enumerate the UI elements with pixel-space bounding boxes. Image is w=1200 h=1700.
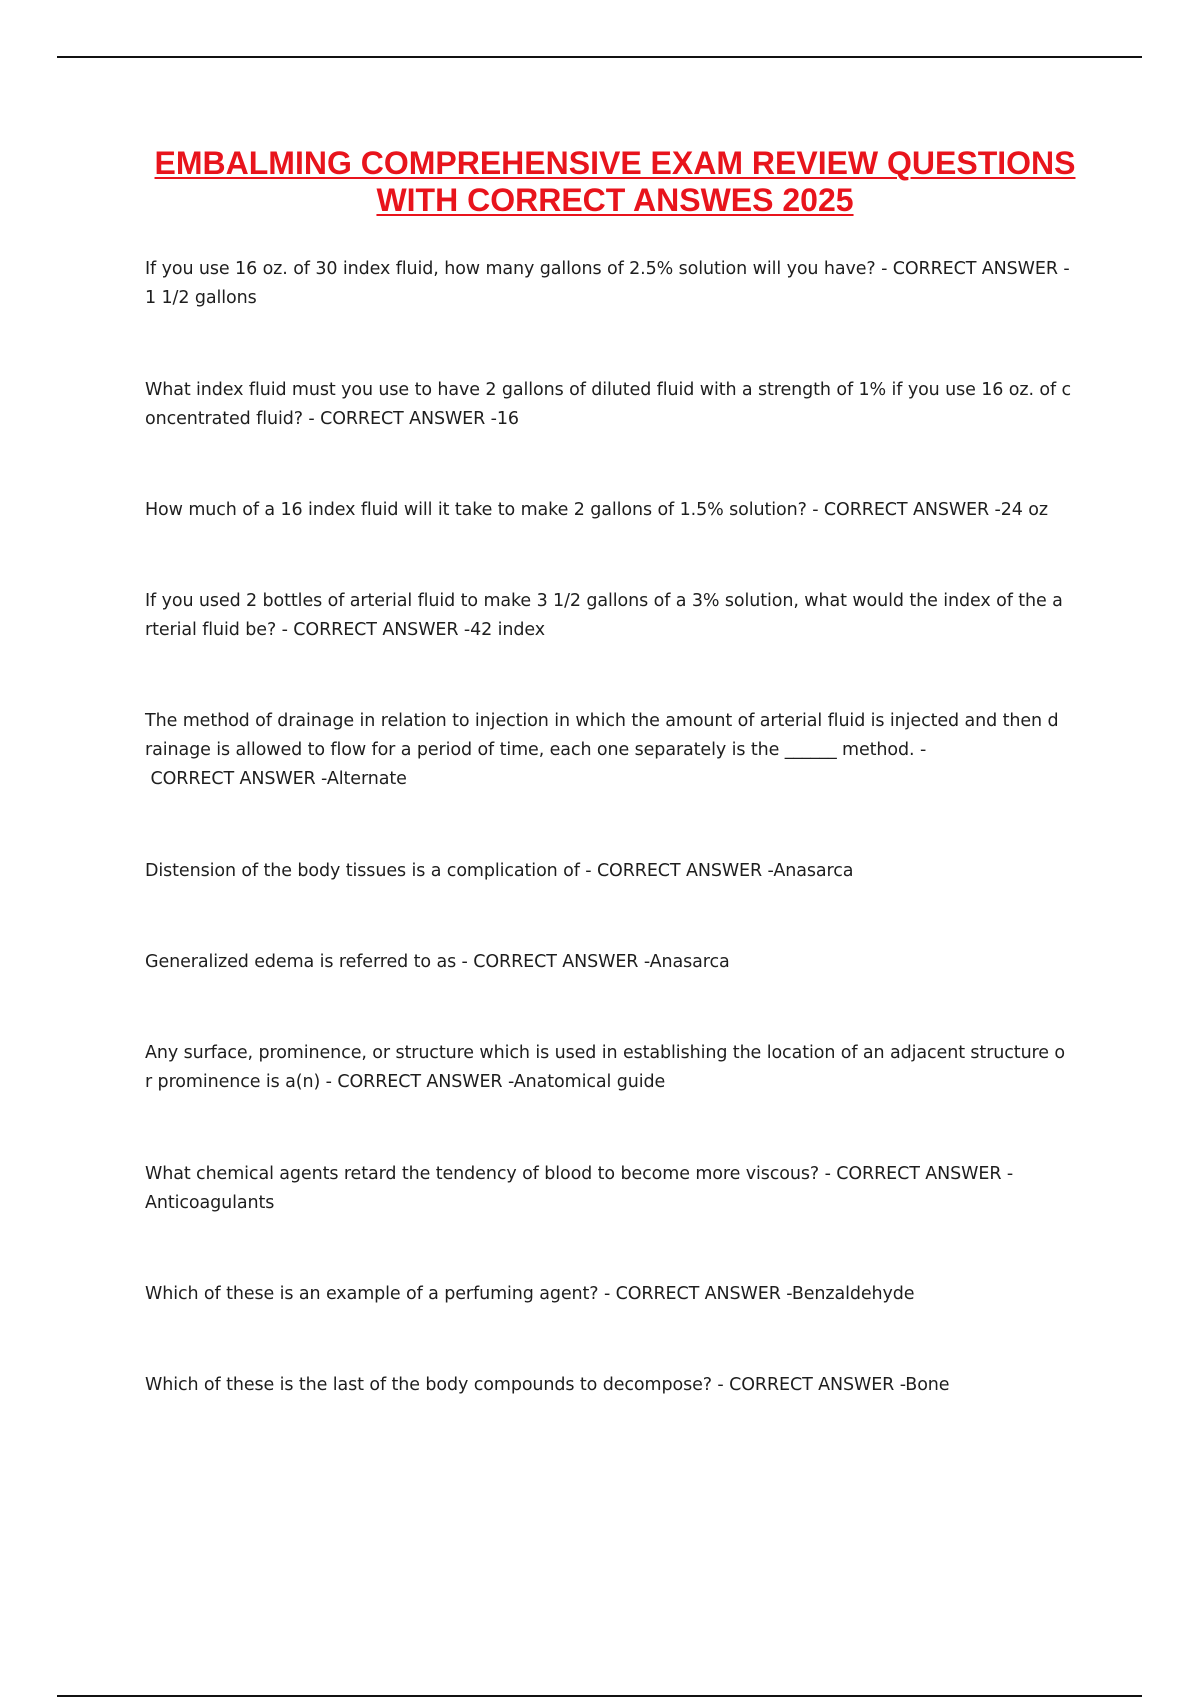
- qa-item-5-line-3: CORRECT ANSWER -Alternate: [145, 769, 407, 789]
- qa-item-2: [145, 376, 1085, 434]
- qa-item-3: [145, 496, 1085, 525]
- qa-item-1-line-2: 1 1/2 gallons: [145, 288, 257, 308]
- qa-item-4: [145, 587, 1085, 645]
- qa-item-8-line-2: r prominence is a(n) - CORRECT ANSWER -Anatomical guide: [145, 1072, 666, 1092]
- qa-item-7: [145, 948, 1085, 977]
- qa-item-3-line-1: How much of a 16 index fluid will it take to make 2 gallons of 1.5% solution? - CORRECT ANSWER -24 oz: [145, 500, 1048, 520]
- qa-item-8: [145, 1039, 1085, 1097]
- document-title: [120, 145, 1110, 219]
- qa-item-1: [145, 255, 1085, 313]
- qa-item-5: [145, 707, 1085, 794]
- qa-item-5-line-2: rainage is allowed to flow for a period of time, each one separately is the ______ method. -: [145, 740, 927, 760]
- qa-item-10: [145, 1280, 1085, 1309]
- qa-item-2-line-2: oncentrated fluid? - CORRECT ANSWER -16: [145, 409, 519, 429]
- document-title-line-1: EMBALMING COMPREHENSIVE EXAM REVIEW QUESTIONS: [154, 145, 1076, 181]
- qa-item-7-line-1: Generalized edema is referred to as - CORRECT ANSWER -Anasarca: [145, 952, 730, 972]
- qa-item-1-line-1: If you use 16 oz. of 30 index fluid, how many gallons of 2.5% solution will you have? - CORRECT ANSWER -: [145, 259, 1070, 279]
- qa-item-10-line-1: Which of these is an example of a perfuming agent? - CORRECT ANSWER -Benzaldehyde: [145, 1284, 915, 1304]
- qa-item-6: [145, 857, 1085, 886]
- qa-item-9-line-2: Anticoagulants: [145, 1193, 275, 1213]
- qa-item-8-line-1: Any surface, prominence, or structure which is used in establishing the location of an adjacent structure o: [145, 1043, 1066, 1063]
- qa-item-5-line-1: The method of drainage in relation to injection in which the amount of arterial fluid is injected and then d: [145, 711, 1059, 731]
- qa-item-11-line-1: Which of these is the last of the body compounds to decompose? - CORRECT ANSWER -Bone: [145, 1375, 950, 1395]
- qa-item-11: [145, 1371, 1085, 1400]
- qa-item-6-line-1: Distension of the body tissues is a complication of - CORRECT ANSWER -Anasarca: [145, 861, 854, 881]
- qa-item-4-line-1: If you used 2 bottles of arterial fluid to make 3 1/2 gallons of a 3% solution, what would the index of the a: [145, 591, 1063, 611]
- qa-item-9: [145, 1160, 1085, 1218]
- qa-item-9-line-1: What chemical agents retard the tendency of blood to become more viscous? - CORRECT ANSWER -: [145, 1164, 1014, 1184]
- top-rule: [57, 56, 1142, 58]
- qa-item-4-line-2: rterial fluid be? - CORRECT ANSWER -42 index: [145, 620, 545, 640]
- qa-item-2-line-1: What index fluid must you use to have 2 gallons of diluted fluid with a strength of 1% if you use 16 oz. of c: [145, 380, 1072, 400]
- document-title-line-2: WITH CORRECT ANSWES 2025: [376, 182, 854, 218]
- bottom-rule: [57, 1695, 1142, 1697]
